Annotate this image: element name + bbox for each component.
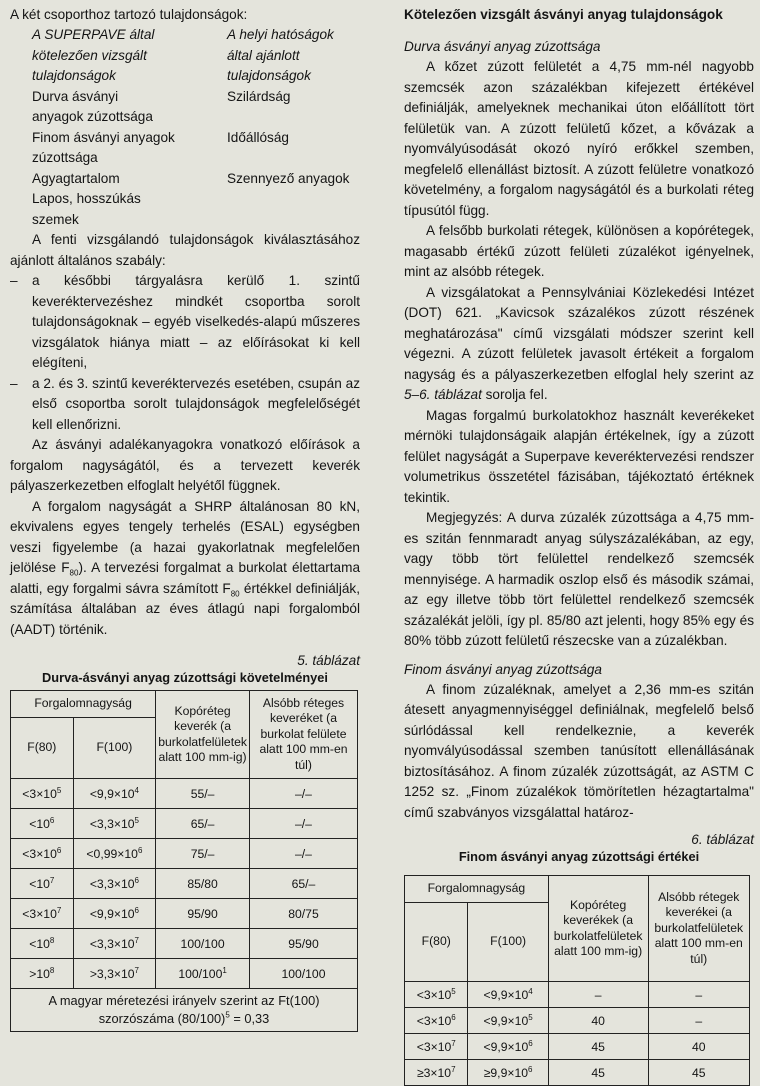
paragraph: A finom zúzaléknak, amelyet a 2,36 mm-es szitán átesett anyagmennyiséggel definiálnak, megfelelő belső súrlódással kell rendelkeznie, a keverék nyomvályúsodással szemben tanúsított ellenállásának biztosításához. A finom zúzalék zúzottságát, az ASTM C 1252 sz. „Finom zúzalékok tömörítetlen hézagtartalma" című szabványos vizsgálattal határoz- — [404, 681, 754, 820]
table6-number: 6. táblázat — [691, 832, 754, 847]
header-lower: Alsóbb réteges keveréket (a burkolat felülete alatt 100 mm-en túl) — [249, 691, 357, 779]
group-row: anyagok zúzottsága — [32, 109, 153, 124]
table5 — [10, 690, 358, 1032]
paragraph: Az ásványi adalékanyagokra vonatkozó előírások a forgalom nagyságától, és a tervezett keverék pályaszerkezetben elfoglalt helyétől függnek. — [10, 437, 360, 493]
paragraph: Magas forgalmú burkolatokhoz használt keverékeket mérnöki tulajdonságaik alapján értékelnek, így a zúzott felület nagyságát a Superpave keveréktervezési rendszer volumetrikus összetétel fázisában, tájékoztató értéknek tekintik. — [404, 407, 754, 505]
group-row: Lapos, hosszúkás — [32, 191, 141, 206]
table-row: $<10^8$ $<3,3\times 10^7$ 100/100 95/90 — [11, 929, 358, 959]
paragraph: A felsőbb burkolati rétegek, különösen a kopórétegek, magasabb értékű zúzott felületi zúzalékot igényelnek, mint az alsóbb rétegek. — [404, 223, 754, 279]
table-row: $<3\times 10^7$ $<9,9\times 10^6$ 45 40 — [405, 1034, 750, 1060]
table-row: $<10^6$ $<3,3\times 10^5$ 65/– –/– — [11, 809, 358, 839]
properties-heading: A két csoporthoz tartozó tulajdonságok: — [10, 7, 248, 22]
paragraph: A forgalom nagyságát a SHRP általánosan 80 kN, ekvivalens egyes tengely terhelés (ESAL) egységben veszi figyelembe (a hazai gyakorlatnak megfelelően jelölése $F_{80}$). A tervezési forgalmat a burkolat élettartama alatti, egy forgalmi sávra számított $F_{80}$ értékkel definiálják, számítása általában az éves átlagú napi forgalomból (AADT) történik. — [10, 498, 361, 637]
rule-intro: A fenti vizsgálandó tulajdonságok kiválasztásához ajánlott általános szabály: — [10, 232, 360, 268]
table-row: $<3\times 10^5$ $<9,9\times 10^4$ 55/– –/– — [11, 779, 358, 809]
paragraph: Megjegyzés: A durva zúzalék zúzottsága a 4,75 mm-es szitán fennmaradt anyag súlyszázalékában, az egy, vagy több tört felülettel rendelkező szemcsék mennyisége. A harmadik oszlop első és második számai, az egy illetve több tört felülettel rendelkező szemcsék százalékát jelöli, így pl. 85/80 azt jelenti, hogy 85% egy és 80% több zúzott felületű részecske van a zúzalékban. — [404, 510, 754, 648]
group-row: zúzottsága — [32, 150, 98, 165]
header-f100: F(100) — [73, 718, 156, 779]
table-note-row: A magyar méretezési irányelv szerint az Ft(100) szorzószáma $(80/100)^5 = 0,33$ — [11, 989, 358, 1032]
table-row: $\ge 3\times 10^7$ $\ge 9,9\times 10^6$ 45 45 — [405, 1060, 750, 1086]
subheading-coarse: Durva ásványi anyag zúzottsága — [404, 39, 601, 54]
table-row: $<3\times 10^6$ $<9,9\times 10^5$ 40 – — [405, 1008, 750, 1034]
table-reference: 5–6. táblázat — [404, 387, 482, 402]
group-row: kötelezően vizsgált által ajánlott — [32, 47, 300, 63]
right-column — [404, 0, 754, 1086]
table6 — [404, 875, 750, 1086]
header-f80: F(80) — [11, 718, 74, 779]
group-row: Durva ásványi Szilárdság — [32, 88, 291, 104]
bullet-item: – a későbbi tárgyalásra kerülő 1. szintű keveréktervezéshez mindkét csoportba sorolt tulajdonságoknak – egyéb viselkedés-alapú műszeres vizsgálatok hiánya miatt – az előírásokat ki kell elégíteni, — [10, 273, 360, 370]
header-traffic: Forgalomnagyság — [405, 876, 549, 903]
group-row: szemek — [32, 211, 79, 227]
group-row: Finom ásványi anyagok Időállóság — [32, 129, 289, 145]
header-wear: Kopóréteg keverékek (a burkolatfelületek alatt 100 mm-ig) — [548, 876, 648, 982]
header-f80: F(80) — [405, 903, 468, 982]
header-lower: Alsóbb rétegek keverékei (a burkolatfelületek alatt 100 mm-en túl) — [648, 876, 749, 982]
subheading-fine: Finom ásványi anyag zúzottsága — [404, 661, 602, 677]
header-f100: F(100) — [468, 903, 548, 982]
table-row: $>10^8$ $>3,3\times 10^7$ $100/100^1$ 100/100 — [11, 959, 358, 989]
property-groups — [32, 25, 360, 230]
paragraph: A kőzet zúzott felületét a 4,75 mm-nél nagyobb szemcsék azon százalékban kifejezett értékével definiálják, amelyeknek mechanikai úton előállított tört felületük van. A zúzott felületű kőzet, a kővázak a nyomvályúsodását okozó nyíró erőkkel szemben, megfelelő ellenállást biztosít. A zúzott felületre vonatkozó követelmény, a forgalom nagyságától és a burkolati réteg típusútól függ. — [404, 59, 754, 218]
section-heading: Kötelezően vizsgált ásványi anyag tulajdonságok — [404, 7, 723, 22]
header-wear: Kopóréteg keverék (a burkolatfelületek alatt 100 mm-ig) — [156, 691, 250, 779]
bullet-item: – a 2. és 3. szintű keveréktervezés esetében, csupán az első csoportba sorolt tulajdonságok megfelelőségét kell ellenőrizni. — [10, 375, 360, 432]
left-column — [10, 0, 360, 1032]
table-row: $<3\times 10^7$ $<9,9\times 10^6$ 95/90 80/75 — [11, 899, 358, 929]
paragraph: A vizsgálatokat a Pennsylvániai Közlekedési Intézet (DOT) 621. „Kavicsok százalékos zúzott részének meghatározása" című vizsgálati módszer szerint kell végezni. A zúzott felületek javasolt értékeit a forgalom nagyság és a pályaszerkezetben elfoglal hely szerint az 5–6. táblázat sorolja fel. — [404, 284, 754, 402]
header-traffic: Forgalomnagyság — [11, 691, 156, 718]
table-row: $<3\times 10^6$ $<0,99\times 10^6$ 75/– –/– — [11, 839, 358, 869]
group-row: A SUPERPAVE által A helyi hatóságok — [32, 27, 334, 42]
table5-number: 5. táblázat — [297, 653, 360, 668]
table5-title: Durva-ásványi anyag zúzottsági követelményei — [42, 670, 328, 685]
group-row: tulajdonságok tulajdonságok — [32, 68, 311, 83]
table6-title: Finom ásványi anyag zúzottsági értékei — [458, 849, 700, 864]
table-row: $<10^7$ $<3,3\times 10^6$ 85/80 65/– — [11, 869, 358, 899]
group-row: Agyagtartalom Szennyező anyagok — [32, 170, 350, 186]
table-row: $<3\times 10^5$ $<9,9\times 10^4$ – – — [405, 982, 750, 1008]
